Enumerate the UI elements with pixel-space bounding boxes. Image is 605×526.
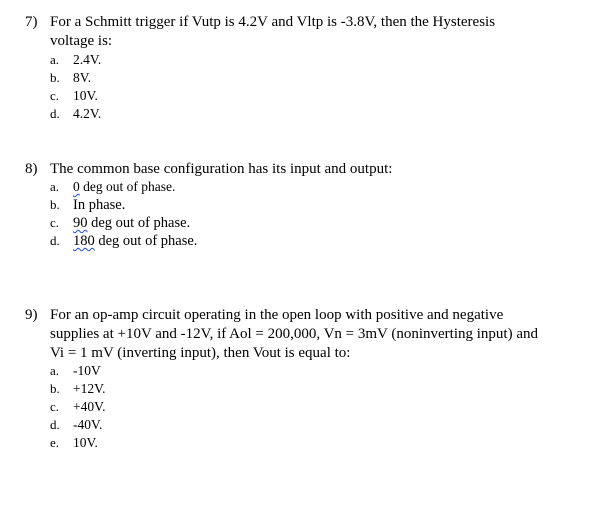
option-text: 4.2V. xyxy=(73,106,102,121)
option-text: 10V. xyxy=(73,88,98,103)
option-letter: e. xyxy=(50,435,60,450)
question-text-line: For an op-amp circuit operating in the open loop with positive and negative xyxy=(50,307,504,323)
option-text xyxy=(73,178,175,196)
option-text: 2.4V. xyxy=(73,52,102,67)
question-text-line: Vi = 1 mV (inverting input), then Vout is equal to: xyxy=(50,345,351,361)
question-number: 8) xyxy=(25,161,38,177)
question-text-line: For a Schmitt trigger if Vutp is 4.2V and Vltp is -3.8V, then the Hysteresis xyxy=(50,14,496,30)
option-text: -10V xyxy=(73,363,101,378)
option-letter: b. xyxy=(50,197,60,212)
option-letter: b. xyxy=(50,70,60,85)
option-text-rest: deg out of phase. xyxy=(94,233,198,249)
option-text: +12V. xyxy=(73,381,106,396)
option-letter: c. xyxy=(50,399,60,414)
option-letter: a. xyxy=(50,179,60,194)
option-letter: d. xyxy=(50,417,60,432)
option-text: 8V. xyxy=(73,70,92,85)
option-text-rest: deg out of phase. xyxy=(87,215,191,231)
option-letter: d. xyxy=(50,106,60,121)
option-text: -40V. xyxy=(73,417,103,432)
option-text xyxy=(73,214,190,232)
spellcheck-mark: 180 xyxy=(73,233,95,249)
option-letter: c. xyxy=(50,215,60,230)
question-number: 7) xyxy=(25,14,38,30)
option-text: 10V. xyxy=(73,435,98,450)
question-number: 9) xyxy=(25,307,38,323)
spellcheck-mark: 90 xyxy=(73,215,88,231)
option-letter: c. xyxy=(50,88,60,103)
option-text-rest: deg out of phase. xyxy=(79,179,176,194)
question-text-line: supplies at +10V and -12V, if Aol = 200,000, Vn = 3mV (noninverting input) and xyxy=(50,326,538,342)
option-letter: b. xyxy=(50,381,60,396)
option-text: +40V. xyxy=(73,399,106,414)
option-letter: a. xyxy=(50,52,60,67)
option-text xyxy=(73,232,197,250)
question-text-line: The common base configuration has its input and output: xyxy=(50,161,393,177)
spellcheck-mark: 0 xyxy=(73,179,80,194)
option-letter: d. xyxy=(50,233,60,248)
question-text-line: voltage is: xyxy=(50,33,113,49)
option-text: In phase. xyxy=(73,197,126,213)
option-letter: a. xyxy=(50,363,60,378)
